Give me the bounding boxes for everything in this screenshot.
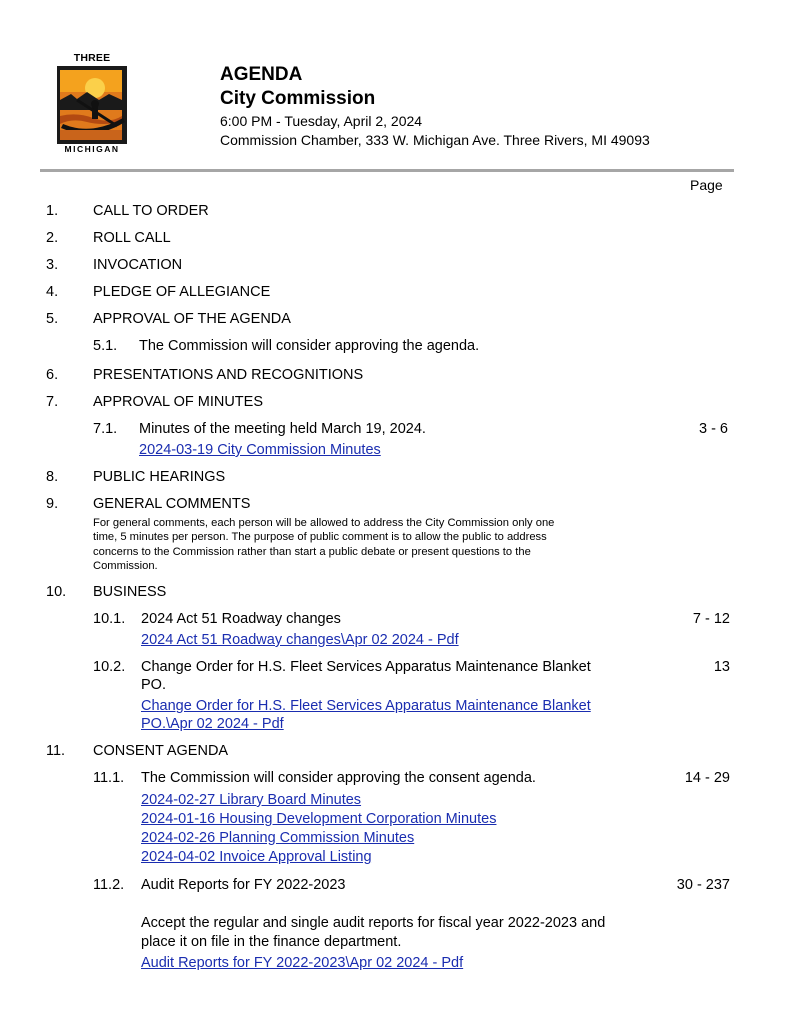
link-change-order-pdf[interactable]: Change Order for H.S. Fleet Services Apparatus Maintenance Blanket <box>141 698 591 714</box>
logo-bottom-text: MICHIGAN <box>64 144 120 154</box>
logo-top-text: THREE <box>73 52 111 64</box>
item-presentations: PRESENTATIONS AND RECOGNITIONS <box>93 367 364 383</box>
kayaker-logo-art <box>57 66 127 144</box>
item-number: 3. <box>46 257 59 273</box>
note-line: concerns to the Commission rather than start a public debate or present questions to the <box>93 545 531 558</box>
link-march-19-minutes[interactable]: 2024-03-19 City Commission Minutes <box>139 442 381 458</box>
subitem-audit-reports: Audit Reports for FY 2022-2023 <box>141 877 346 893</box>
audit-description: Accept the regular and single audit reports for fiscal year 2022-2023 and <box>141 915 606 931</box>
subitem-approve-agenda: The Commission will consider approving the agenda. <box>139 338 480 354</box>
page-column-heading: Page <box>690 177 723 193</box>
item-number: 6. <box>46 367 59 383</box>
item-call-to-order: CALL TO ORDER <box>93 203 209 219</box>
subitem-number: 11.1. <box>93 770 125 786</box>
item-business: BUSINESS <box>93 584 167 600</box>
item-number: 5. <box>46 311 59 327</box>
link-act51-roadway-pdf[interactable]: 2024 Act 51 Roadway changes\Apr 02 2024 - Pdf <box>141 632 459 648</box>
item-roll-call: ROLL CALL <box>93 230 171 246</box>
subitem-act51-roadway: 2024 Act 51 Roadway changes <box>141 611 341 627</box>
page-range: 7 - 12 <box>692 611 730 627</box>
note-line: For general comments, each person will be allowed to address the City Commission only one <box>93 517 555 529</box>
link-change-order-pdf-cont[interactable]: PO.\Apr 02 2024 - Pdf <box>141 716 284 732</box>
subitem-approve-consent: The Commission will consider approving the consent agenda. <box>141 770 536 786</box>
agenda-title: AGENDA <box>220 64 303 85</box>
note-line: time, 5 minutes per person. The purpose of public comment is to allow the public to address <box>93 531 547 544</box>
subitem-number: 10.2. <box>93 659 126 675</box>
item-general-comments: GENERAL COMMENTS <box>93 496 251 512</box>
item-number: 2. <box>46 230 59 246</box>
subitem-number: 7.1. <box>93 421 118 437</box>
item-invocation: INVOCATION <box>93 257 183 273</box>
link-invoice-approval-listing[interactable]: 2024-04-02 Invoice Approval Listing <box>141 849 372 865</box>
subitem-number: 11.2. <box>93 877 125 893</box>
item-number: 7. <box>46 394 59 410</box>
item-number: 1. <box>46 203 59 219</box>
page-range: 14 - 29 <box>684 770 730 786</box>
item-approval-minutes: APPROVAL OF MINUTES <box>93 394 263 410</box>
subitem-change-order: Change Order for H.S. Fleet Services Apparatus Maintenance Blanket <box>141 659 591 675</box>
page-range: 30 - 237 <box>676 877 730 893</box>
subitem-change-order-cont: PO. <box>141 677 166 693</box>
meeting-datetime: 6:00 PM - Tuesday, April 2, 2024 <box>220 113 423 129</box>
general-comments-note <box>93 516 554 574</box>
page-range: 13 <box>713 659 730 675</box>
item-number: 11. <box>46 743 66 759</box>
item-consent-agenda: CONSENT AGENDA <box>93 743 229 759</box>
header-divider <box>40 169 734 172</box>
subitem-number: 10.1. <box>93 611 126 627</box>
meeting-location: Commission Chamber, 333 W. Michigan Ave. Three Rivers, MI 49093 <box>220 132 650 148</box>
item-number: 10. <box>46 584 67 600</box>
subitem-minutes-march-19: Minutes of the meeting held March 19, 2024. <box>139 421 426 437</box>
subitem-number: 5.1. <box>93 338 118 354</box>
audit-description-cont: place it on file in the finance department. <box>141 934 402 950</box>
link-housing-dev-minutes[interactable]: 2024-01-16 Housing Development Corporation Minutes <box>141 811 497 827</box>
note-line: Commission. <box>93 560 158 573</box>
item-public-hearings: PUBLIC HEARINGS <box>93 469 226 485</box>
item-pledge: PLEDGE OF ALLEGIANCE <box>93 284 271 300</box>
item-approval-agenda: APPROVAL OF THE AGENDA <box>93 311 291 327</box>
item-number: 9. <box>46 496 59 512</box>
link-library-board-minutes[interactable]: 2024-02-27 Library Board Minutes <box>141 792 362 808</box>
body-name: City Commission <box>220 88 376 109</box>
link-audit-reports-pdf[interactable]: Audit Reports for FY 2022-2023\Apr 02 2024 - Pdf <box>141 955 464 971</box>
city-logo <box>54 52 130 157</box>
item-number: 4. <box>46 284 59 300</box>
item-number: 8. <box>46 469 59 485</box>
page-range: 3 - 6 <box>698 421 728 437</box>
link-planning-commission-minutes[interactable]: 2024-02-26 Planning Commission Minutes <box>141 830 415 846</box>
